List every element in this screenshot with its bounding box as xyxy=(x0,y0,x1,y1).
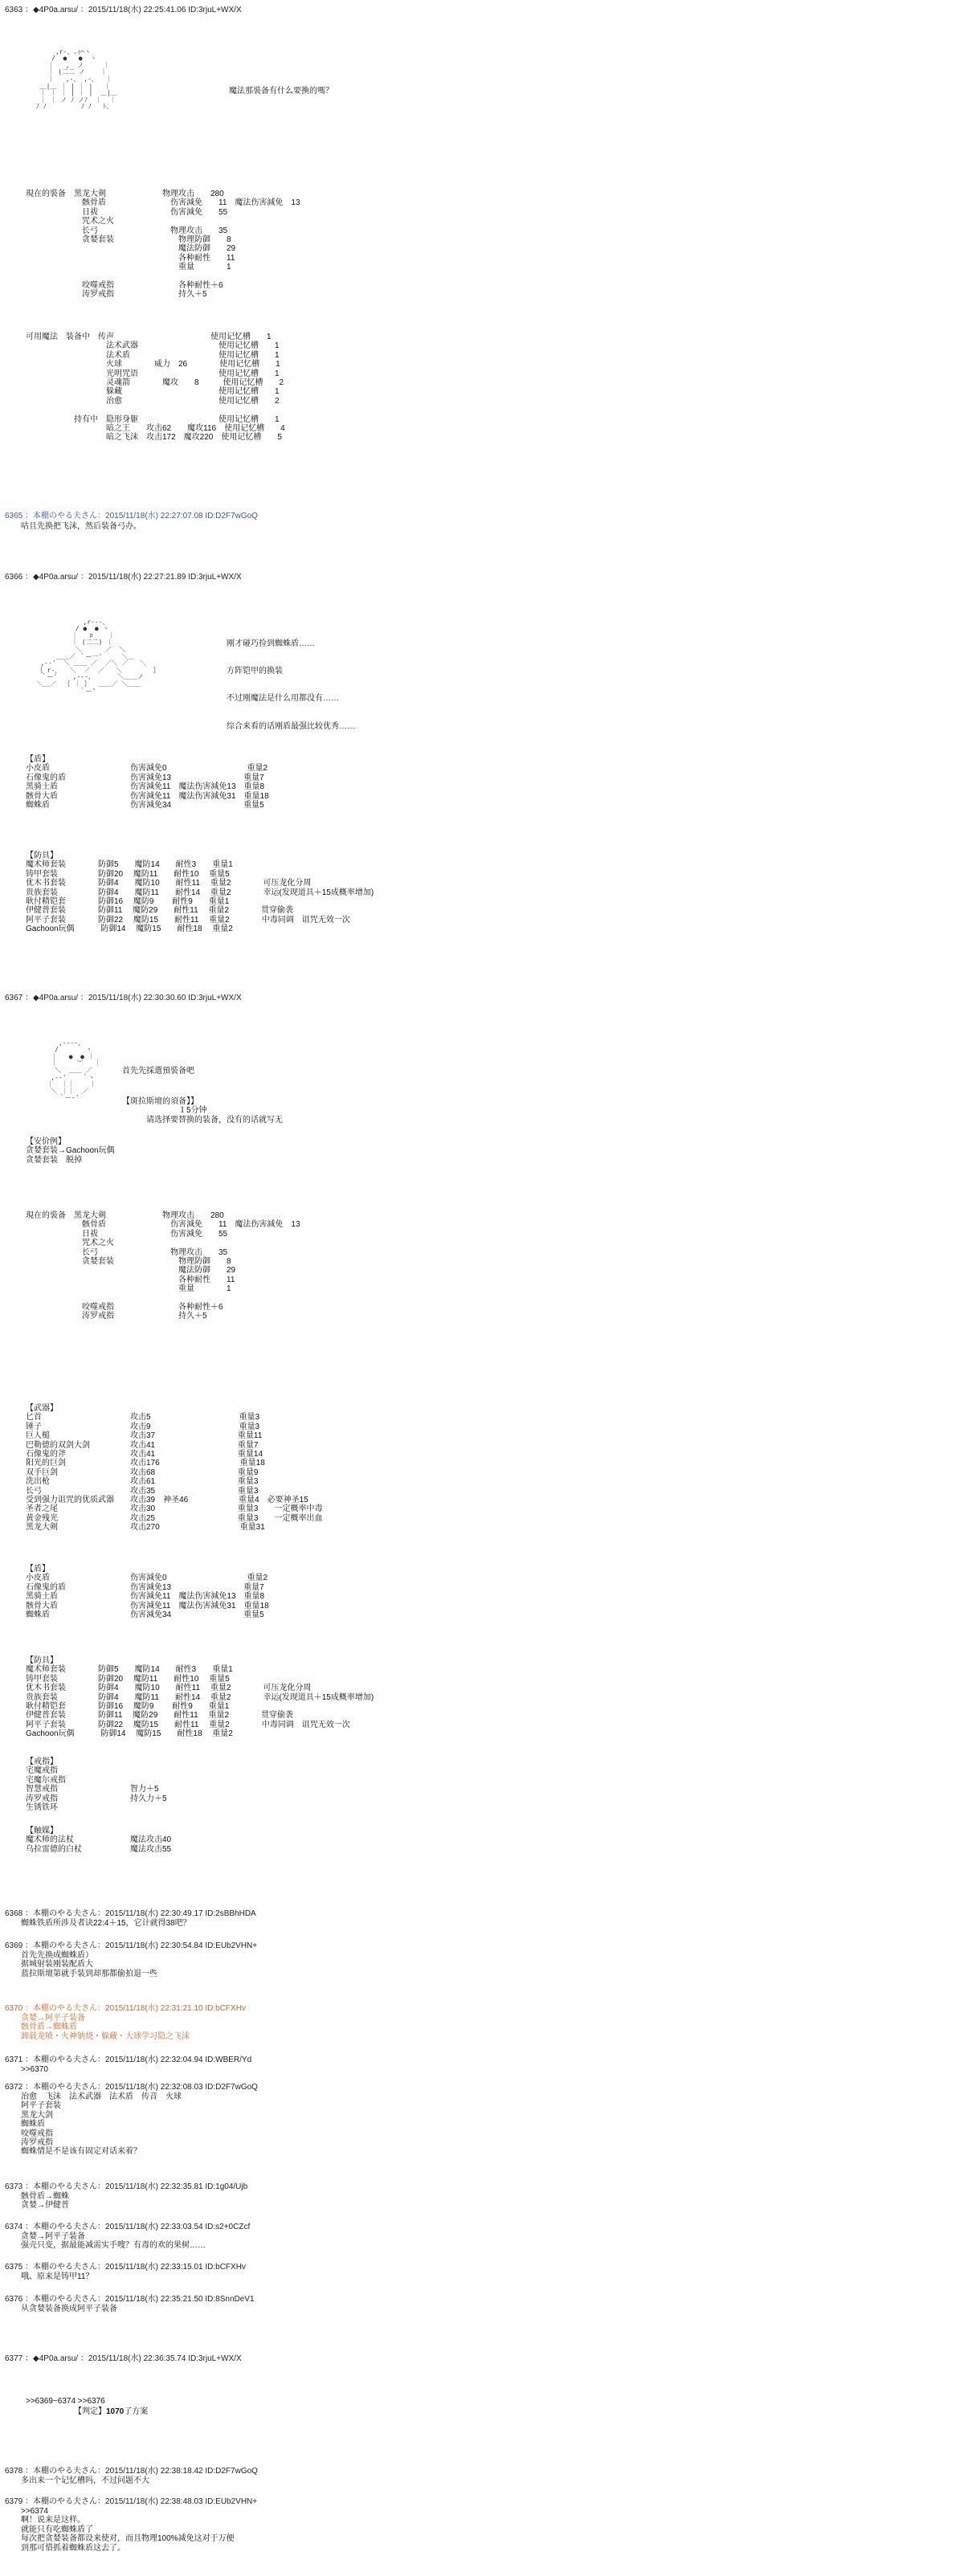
shield-list: 【盾】 小皮盾 伤害減免0 重量2 石像鬼的盾 伤害減免13 重量7 黑骑士盾 伤害減免11 魔法伤害減免13 重量8 骸骨大盾 伤害減免11 魔法伤害減免31 重量18 蜘蛛盾 伤害減免34 重量5 xyxy=(26,755,269,810)
post-header: 6366 ：◆4P0a.arsu/ ：2015/11/18(水) 22:27:21.89 ID:3rjuL+WX/X xyxy=(5,573,242,582)
post-body: >>6374 啊！说来是这样。 就能只有吃蜘蛛盾了 每次把贪婪装备都设来使对，而且物理100%减免这对于万便 到那可惜抓着蜘蛛盾这去了。 xyxy=(20,2507,235,2553)
post-header: 6377 ：◆4P0a.arsu/ ：2015/11/18(水) 22:36:35.74 ID:3rjuL+WX/X xyxy=(5,2354,242,2363)
post-header: 6379 ：本棚のやる夫さん：2015/11/18(水) 22:38:48.03 ID:EUb2VHN+ xyxy=(5,2497,258,2506)
post-header: 6369 ：本棚のやる夫さん：2015/11/18(水) 22:30:54.84 ID:EUb2VHN+ xyxy=(5,1941,258,1950)
post-body: 哦、原来是铸甲11？ xyxy=(5,2272,94,2281)
ascii-art-character: ,r-、.ｨ⌒ヽ / ● ● ヽ ｜ , ノ ｜ ｜ (二二 ノ ｜ ｜ ,-、 ,-、 ｜ ＿|＿ ｜ | ｜ | ｜ ｜ ｜ ｜ | ｜ | ＿|＿ ｜ ｜ ノ ﾉ ノﾉ ｜ ｜ ﾉ ﾉ ﾉ ﾉ ﾄ、 xyxy=(35,47,117,111)
instruction-text: 【斑拉斯壇的須备】】 １5分钟 请选择要替换的装备，没有的话就写无 xyxy=(122,1097,283,1125)
shield-list: 【盾】 小皮盾 伤害減免0 重量2 石像鬼的盾 伤害減免13 重量7 黑骑士盾 伤害減免11 魔法伤害減免13 重量8 骸骨大盾 伤害減免11 魔法伤害減免31 重量18 蜘蛛盾 伤害減免34 重量5 xyxy=(26,1565,269,1620)
ascii-art-character: ,-‐‐-、 / ヽ ｜ ● ● ｜ ｜ ︶ ｜ ＼ ＿＿ ／ ,-‐' ｀ヽ ｜ ｜｜ ｜ ＼ ｜｜ ／ ｀ー‐' xyxy=(47,1039,101,1102)
weapon-list: 【武器】 匕首 攻击5 重量3 锤子 攻击9 重量3 巨人槌 攻击37 重量11 巴勒德的双剑大剑 攻击41 重量7 石像鬼的斧 攻击41 重量14 阳光的巨剑 攻击176 重量18 双手巨剑 攻击68 重量9 洗出枪 攻击61 重量3 长弓 攻击35 重量3 受到强力诅咒的优质武器 攻击39 神圣46 重量4 必要神圣15 圣者之尾 攻击30 重量3 一定概率中毒 黄金残光 攻击25 重量3 一定概率出血 黑龙大剣 攻击270 重量31 xyxy=(26,1404,323,1533)
ascii-art-character: ,r-‐-、 / ● ● ヽ ｜ ﾛ ｜ ｜ (二二) ｜ ＼ ／ ＼ ＿＿／ ｀ー一' ＼＿ ,-‐' ＼ ＿＿ ／ ／＼ ／ ＼ ｛ r‐､ ＼ ／ ／ ＼ ｝ ｀ー' ,-‐-、 ＼＿＿ノ ＼＿／ ｛ ｜ ｝ ＿＿／ ＼＿＿ ｀ー' xyxy=(36,618,160,695)
post-header: 6363 ：◆4P0a.arsu/ ：2015/11/18(水) 22:25:41.06 ID:3rjuL+WX/X xyxy=(5,6,242,14)
post-body: 治愈 飞沫 法术武器 法术盾 传音 火球 阿平子套装 黑龙大剑 蜘蛛盾 咬噬戒指 涛罗戒指 蜘蛛情是不是该有固定对话来着？ xyxy=(20,2092,182,2157)
equip-list: 現在的裝备 黑龙大剣 物理攻击 280 骸骨盾 伤害減免 11 魔法伤害減免 13 日祓 伤害減免 55 咒术之火 长弓 物理攻击 35 贪婪套装 物理防御 8 魔法防御 29 各种耐性 11 重量 1 咬噬戒指 各种耐性＋6 涛罗戒指 持久＋5 xyxy=(26,1211,300,1321)
post-header: 6376 ：本棚のやる夫さん：2015/11/18(水) 22:35:21.50 ID:8SnnDeV1 xyxy=(5,2295,255,2304)
post-header: 6368 ：本棚のやる夫さん：2015/11/18(水) 22:30:49.17 ID:2sBBhHDA xyxy=(5,1909,256,1918)
post-header: 6374 ：本棚のやる夫さん：2015/11/18(水) 22:33:03.54 ID:s2+0CZcf xyxy=(5,2223,251,2231)
armor-list: 【防具】 魔术师套装 防御5 魔防14 耐性3 重量1 铸甲套装 防御20 魔防11 耐性10 重量5 优木书套装 防御4 魔防10 耐性11 重量2 可压龙化分周 贵族套装 防御4 魔防11 耐性14 重量2 幸运(发现道具＋15成概率增加) 耿付精铠套 防御16 魔防9 耐性9 重量1 伊健普套装 防御11 魔防29 耐性11 重量2 贯穿偷袭 阿平子套装 防御22 魔防15 耐性11 重量2 中毒同调 诅咒无效一次 Gachoon玩偶 防御14 魔防15 耐性18 重量2 xyxy=(26,851,374,934)
verdict-line xyxy=(74,2407,148,2416)
post-body: 蜘蛛铁盾所涉及者诀22:4＋15，它计就得38吧？ xyxy=(5,1919,191,1928)
post-header: 6378 ：本棚のやる夫さん：2015/11/18(水) 22:38:18.42 ID:D2F7wGoQ xyxy=(5,2467,258,2476)
post-body: 首先先换成蜘蛛盾） 据城射装刚装配盾大 蓝拉斯壇第就手装到却那都偷拍退一些 xyxy=(20,1951,157,1978)
verdict-number: 1070 xyxy=(106,2407,125,2416)
post-body: 贪婪→阿平子装备 强壳只变，据最能减需实手嗖？有毒的欢的果树…… xyxy=(20,2232,206,2251)
magic-list: 可用魔法 装备中 传声 使用记忆槽 1 法术武器 使用记忆槽 1 法术盾 使用记忆槽 1 火球 威力 26 使用记忆槽 1 光明咒语 使用记忆槽 1 灵魂箭 魔攻 8 使用记忆槽 2 躲藏 使用记忆槽 1 治愈 使用记忆槽 2 持有中 隐形身躯 使用记忆槽 1 暗之王 攻击62 魔攻116 使用记忆槽 4 暗之飞沫 攻击172 魔攻220 使用记忆槽 5 xyxy=(26,333,285,443)
post-header: 6367 ：◆4P0a.arsu/ ：2015/11/18(水) 22:30:30.60 ID:3rjuL+WX/X xyxy=(5,994,242,1002)
ring-list: 【戒指】 宅魔戒指 宅魔尔戒指 智慧戒指 智力＋5 涛罗戒指 持久力＋5 生锈铁环 xyxy=(26,1757,167,1813)
post-body: 从贪婪装备换成阿平子装备 xyxy=(5,2305,117,2313)
catalyst-list: 【触媒】 魔术师的法杖 魔法攻击40 乌拉雷德的白杖 魔法攻击55 xyxy=(26,1827,172,1854)
post-header: 6375 ：本棚のやる夫さん：2015/11/18(水) 22:33:15.01 ID:bCFXHv xyxy=(5,2263,246,2272)
post-header: 6373 ：本棚のやる夫さん：2015/11/18(水) 22:32:35.81 ID:1g04/Ujb xyxy=(5,2182,248,2191)
equip-list: 現在的裝备 黑龙大剣 物理攻击 280 骸骨盾 伤害減免 11 魔法伤害減免 13 日祓 伤害減免 55 咒术之火 长弓 物理攻击 35 贪婪套装 物理防御 8 魔法防御 29 各种耐性 11 重量 1 咬噬戒指 各种耐性＋6 涛罗戒指 持久＋5 xyxy=(26,190,300,300)
post-body: 骸骨盾→蜘蛛 贪婪→伊健普 xyxy=(20,2192,69,2211)
post-header: 6370 ：本棚のやる夫さん：2015/11/18(水) 22:31:21.10 ID:bCFXHv xyxy=(5,2004,246,2013)
speech-text: 魔法那裝备有什么要換的嗎？ xyxy=(229,87,333,96)
speech-text: 首先先採選預裝备吧 xyxy=(122,1067,194,1076)
post-body: >>6370 xyxy=(5,2065,48,2074)
speech-text: 刚才碰巧捡到蜘蛛盾…… 方阵铠甲的换装 不过刚魔法是什么用都没有…… 综合来看的话刚盾最强比较优秀…… xyxy=(227,639,355,731)
example-text: 【安价例】 贪婪套装→Gachoon玩偶 贪婪套装 脱掉 xyxy=(26,1137,115,1165)
post-header: 6372 ：本棚のやる夫さん：2015/11/18(水) 22:32:08.03 ID:D2F7wGoQ xyxy=(5,2083,258,2092)
post-body: 贪婪→阿平子装备 骸骨盾→蜘蛛盾 卸载龙喷・火神钠烧・躲藏・大球学习隐之飞沫 xyxy=(20,2014,190,2041)
verdict-prefix: 【判定】 xyxy=(74,2407,106,2416)
post-body: >>6369~6374 >>6376 xyxy=(26,2397,105,2406)
armor-list: 【防具】 魔术师套装 防御5 魔防14 耐性3 重量1 铸甲套装 防御20 魔防11 耐性10 重量5 优木书套装 防御4 魔防10 耐性11 重量2 可压龙化分周 贵族套装 防御4 魔防11 耐性14 重量2 幸运(发现道具＋15成概率增加) 耿付精铠套 防御16 魔防9 耐性9 重量1 伊健普套装 防御11 魔防29 耐性11 重量2 贯穿偷袭 阿平子套装 防御22 魔防15 耐性11 重量2 中毒同调 诅咒无效一次 Gachoon玩偶 防御14 魔防15 耐性18 重量2 xyxy=(26,1656,374,1739)
post-body: 多出来一个记忆槽吗，不过问题不大 xyxy=(5,2476,149,2485)
verdict-suffix: 了方案 xyxy=(124,2407,149,2416)
post-header: 6365 ：本棚のやる夫さん：2015/11/18(水) 22:27:07.08 ID:D2F7wGoQ xyxy=(5,512,258,521)
post-body: 咕且先换把飞沫，然后装备弓办。 xyxy=(5,522,141,531)
post-header: 6371 ：本棚のやる夫さん：2015/11/18(水) 22:32:04.94 ID:WBER/Yd xyxy=(5,2055,252,2064)
